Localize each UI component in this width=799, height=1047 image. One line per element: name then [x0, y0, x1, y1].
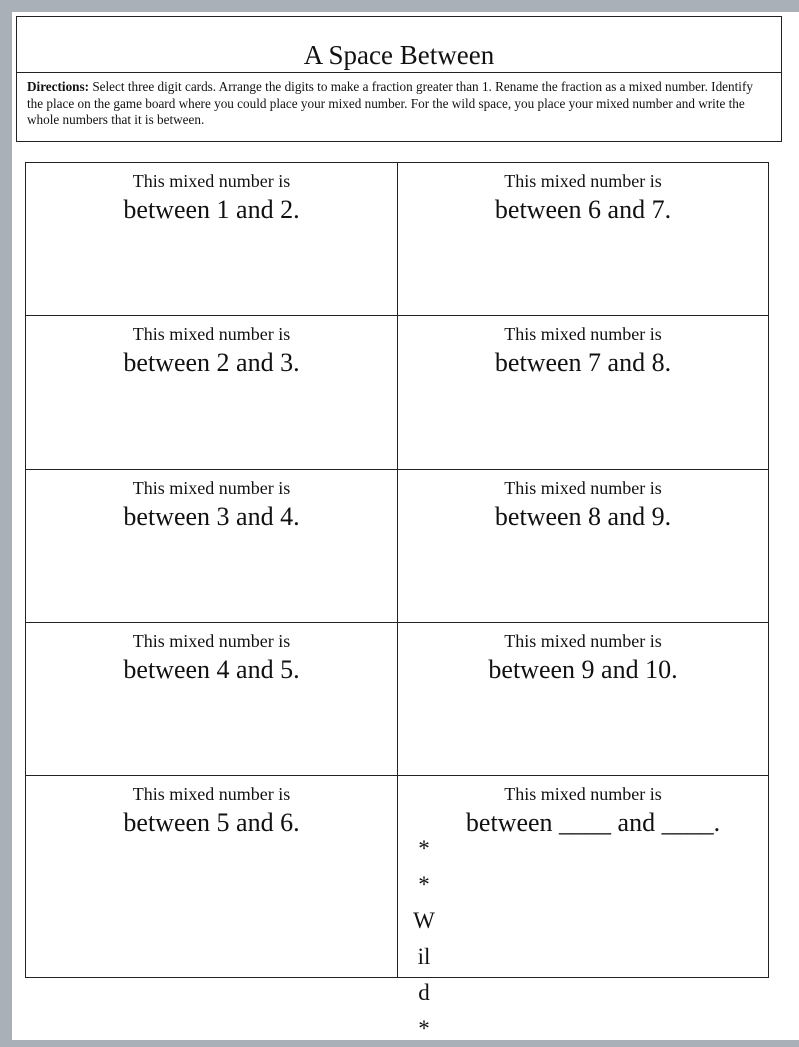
cell-prefix: This mixed number is [132, 784, 291, 804]
cell-prefix: This mixed number is [504, 784, 662, 804]
wild-marker-char: * [418, 872, 430, 897]
wild-marker [413, 831, 435, 1047]
directions-label: Directions: [27, 79, 90, 94]
wild-marker-char: il [417, 944, 431, 969]
cell-prefix: This mixed number is [504, 324, 662, 344]
board-cell [26, 623, 398, 776]
cell-range: between 5 and 6. [123, 808, 300, 837]
cell-range: between 9 and 10. [488, 655, 678, 684]
cell-prefix: This mixed number is [504, 631, 662, 651]
wild-marker-char: * [418, 836, 430, 861]
wild-marker-char: d [418, 980, 430, 1005]
board-cell [398, 163, 768, 316]
game-board [25, 162, 769, 978]
cell-range: between 4 and 5. [123, 655, 300, 684]
board-cell [26, 163, 398, 316]
worksheet-title: A Space Between [17, 17, 781, 73]
wild-marker-char: W [413, 908, 435, 933]
cell-range: between 1 and 2. [123, 195, 300, 224]
cell-range: between 7 and 8. [494, 348, 672, 377]
board-cell [26, 316, 398, 470]
board-cell-wild [398, 776, 768, 977]
board-cell [26, 470, 398, 623]
directions-text: Select three digit cards. Arrange the digits to make a fraction greater than 1. Rename the fraction as a mixed number. Identify the place on the game board where you could place your mixed number. For the wild space, you place your mixed number and write the whole numbers that it is between. [27, 79, 753, 127]
cell-range: between 2 and 3. [123, 348, 300, 377]
board-cell [398, 623, 768, 776]
cell-prefix: This mixed number is [132, 324, 291, 344]
cell-range-blank: between ____ and ____. [465, 808, 721, 837]
wild-marker-char: * [418, 1016, 430, 1041]
board-cell [398, 470, 768, 623]
cell-prefix: This mixed number is [132, 478, 291, 498]
cell-prefix: This mixed number is [132, 171, 291, 191]
cell-prefix: This mixed number is [504, 171, 662, 191]
directions [17, 73, 781, 129]
board-cell [398, 316, 768, 470]
cell-range: between 8 and 9. [494, 502, 672, 531]
cell-range: between 6 and 7. [494, 195, 672, 224]
worksheet-header [16, 16, 782, 142]
board-cell [26, 776, 398, 977]
cell-prefix: This mixed number is [504, 478, 662, 498]
cell-prefix: This mixed number is [132, 631, 291, 651]
cell-range: between 3 and 4. [123, 502, 300, 531]
